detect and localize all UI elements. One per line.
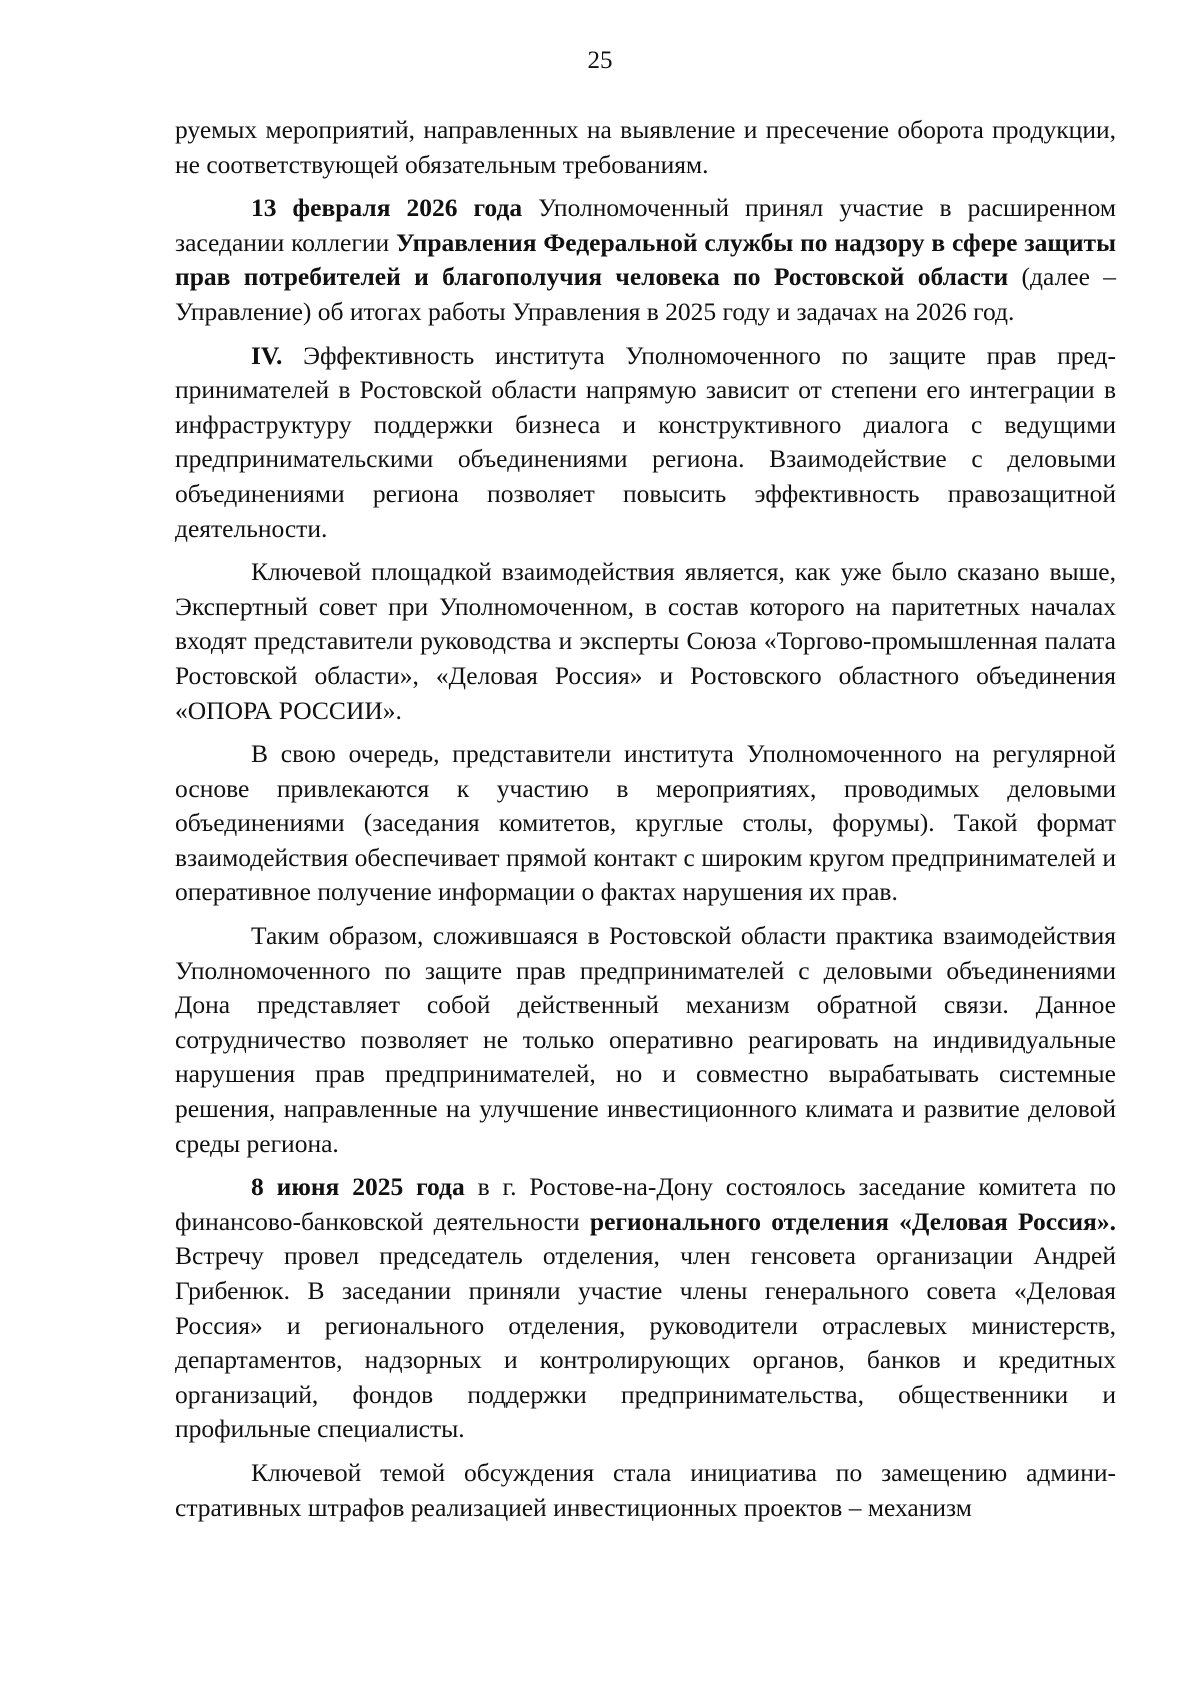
bold-text: Управления Федеральной службы по надзору в сфере защиты прав потребителей и благополучия человека по Ростовской области bbox=[175, 227, 1116, 292]
paragraph bbox=[175, 1456, 1116, 1525]
paragraph bbox=[175, 1170, 1116, 1447]
text-run: Ключевой площадкой взаимодействия является, как уже было сказано выше, Экспертный совет при Уполномоченном, в состав которого на паритетных началах входят представители руководства и эксперты Союза «Торгово-промышленная палата Ростовской области», «Деловая Россия» и Ростовского областного объединения «ОПОРА РОССИИ». bbox=[175, 557, 1116, 725]
page-number: 25 bbox=[587, 47, 613, 74]
bold-text: IV. bbox=[251, 340, 283, 370]
text-run: руемых мероприятий, направленных на выявление и пресечение оборота продукции, не соответствующей обязательным требованиям. bbox=[175, 115, 1116, 179]
text-run: Встречу провел председатель отделения, член генсовета организации Андрей Грибенюк. В заседании приняли участие члены генерального совета «Деловая Россия» и регионального отделения, руководители отраслевых министерств, департаментов, надзорных и контролирующих органов, банков и кредитных организаций, фондов поддержки предпринимательства, общественники и профильные специалисты. bbox=[175, 1241, 1116, 1444]
paragraph bbox=[175, 555, 1116, 728]
text-run: В свою очередь, представители института Уполномоченного на регулярной основе привлекаются к участию в мероприятиях, проводимых деловыми объединениями (заседания комитетов, круглые столы, форумы). Такой формат взаимодействия обеспечивает прямой контакт с широким кругом предпринимателей и оперативное получение информации о фактах нарушения их прав. bbox=[175, 739, 1116, 907]
document-body bbox=[175, 113, 1116, 1534]
text-run: Ключевой темой обсуждения стала инициатива по замещению административных штрафов реализацией инвестиционных проектов – механизм bbox=[175, 1457, 1116, 1522]
text-run: в г. Ростове-на-Дону состоялось заседание комитета по финансово-банковской деятельности bbox=[175, 1172, 1116, 1236]
bold-text: 8 июня 2025 года bbox=[251, 1172, 465, 1202]
bold-text: регионального отделения «Деловая Россия». bbox=[589, 1206, 1116, 1236]
text-run: Эффективность института Уполномоченного по защите прав предпринимателей в Ростовской области напрямую зависит от степени его интеграции в инфраструктуру поддержки бизнеса и конструктивного диалога с ведущими предпринимательскими объединениями региона. Взаимодействие с деловыми объединениями региона позволяет повысить эффективность правозащитной деятельности. bbox=[175, 340, 1116, 543]
paragraph bbox=[175, 339, 1116, 547]
paragraph bbox=[175, 113, 1116, 182]
paragraph bbox=[175, 737, 1116, 910]
text-run: Таким образом, сложившаяся в Ростовской области практика взаимодействия Уполномоченного по защите прав предпринимателей с деловыми объединениями Дона представляет собой действенный механизм обратной связи. Данное сотрудничество позволяет не только оперативно реагировать на индивидуальные нарушения прав предпринимателей, но и совместно вырабатывать системные решения, направленные на улучшение инвестиционного климата и развитие деловой среды региона. bbox=[175, 921, 1116, 1158]
paragraph bbox=[175, 919, 1116, 1161]
bold-text: 13 февраля 2026 года bbox=[251, 193, 523, 223]
text-run: (далее – Управление) об итогах работы Управления в 2025 году и задачах на 2026 год. bbox=[175, 262, 1116, 326]
paragraph bbox=[175, 191, 1116, 329]
text-run: Уполномоченный принял участие в расширенном заседании коллегии bbox=[175, 193, 1116, 257]
